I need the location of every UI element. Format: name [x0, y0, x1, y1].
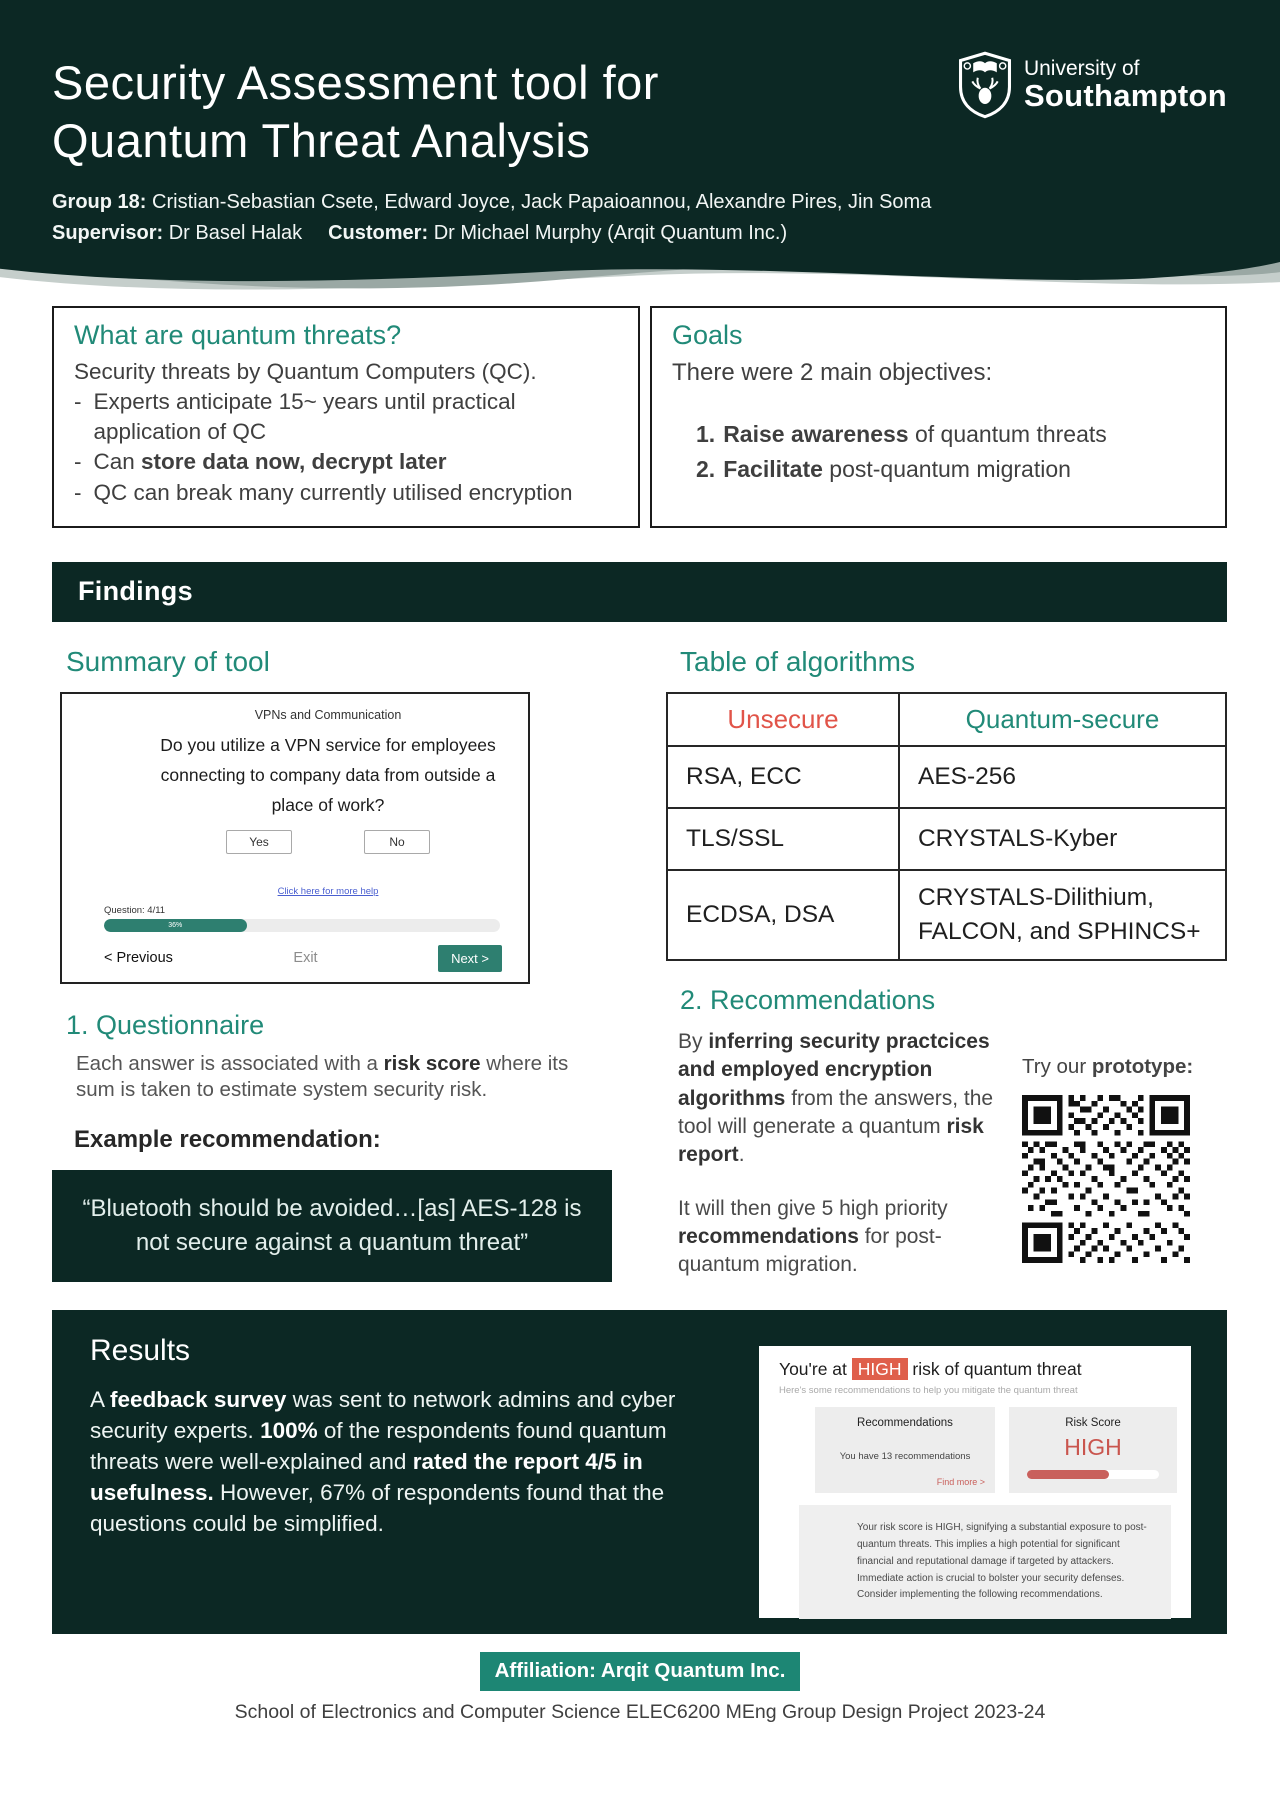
progress-fill [104, 919, 247, 932]
findings-grid [52, 642, 1227, 1282]
report-title: You're at HIGH risk of quantum threat [779, 1359, 1082, 1380]
table-of-algorithms-heading: Table of algorithms [680, 645, 916, 677]
goals-list [696, 419, 1205, 485]
recommendations-section [666, 985, 1022, 1279]
questionnaire-section [52, 1010, 612, 1282]
questionnaire-heading: 1. Questionnaire [66, 1009, 265, 1040]
try-prototype-label: Try our prototype: [1022, 1055, 1194, 1079]
threats-bullet-2: - Can store data now, decrypt later [74, 447, 618, 477]
affiliation-badge: Affiliation: Arqit Quantum Inc. [480, 1652, 801, 1691]
bullet-dash: - [74, 479, 82, 505]
southampton-logo [956, 50, 1227, 120]
bullet-dash: - [74, 449, 82, 475]
risk-score-bar [1027, 1470, 1158, 1479]
report-cards [815, 1407, 1177, 1493]
threats-body [74, 357, 618, 508]
findings-banner: Findings [52, 562, 1227, 622]
customer-label: Customer: [328, 221, 429, 244]
previous-button[interactable]: < Previous [104, 950, 173, 967]
prototype-column [1022, 985, 1227, 1279]
recommendations-paragraph-2: It will then give 5 high priority recommendations for post-quantum migration. [678, 1196, 948, 1277]
table-row: TLS/SSL CRYSTALS-Kyber [667, 808, 1226, 870]
findings-left-column [52, 642, 612, 1282]
prototype-qr-code [1022, 1095, 1190, 1263]
risk-report-screenshot [759, 1346, 1191, 1618]
recommendations-card: Recommendations You have 13 recommendations Find more > [815, 1407, 995, 1493]
column-quantum-secure: Quantum-secure [899, 693, 1226, 746]
recommendations-paragraph-1: By inferring security practcices and employed encryption algorithms from the answers, the tool will generate a quantum risk report. [678, 1030, 994, 1166]
find-more-link[interactable]: Find more > [936, 1477, 985, 1488]
high-risk-badge: HIGH [852, 1358, 908, 1380]
recommendation-quote: “Bluetooth should be avoided…[as] AES-128 is not secure against a quantum threat” [52, 1170, 612, 1282]
customer-name: Dr Michael Murphy (Arqit Quantum Inc.) [433, 221, 788, 244]
exit-button[interactable]: Exit [293, 950, 318, 967]
title-line-1: Security Assessment tool for [52, 56, 659, 109]
goal-item-1: 1. Raise awareness of quantum threats [696, 421, 1107, 448]
title-line-2: Quantum Threat Analysis [52, 114, 591, 168]
no-button[interactable]: No [364, 830, 430, 854]
table-header-row [667, 693, 1226, 746]
supervisor-line [52, 218, 1228, 249]
algorithms-table [666, 692, 1227, 962]
risk-score-value: HIGH [1064, 1434, 1122, 1461]
goals-box [650, 306, 1227, 528]
question-counter: Question: 4/11 [104, 904, 166, 916]
summary-of-tool-heading: Summary of tool [66, 645, 270, 677]
group-label: Group 18: [52, 190, 147, 213]
quantum-threats-box [52, 306, 640, 528]
progress-bar [104, 919, 500, 932]
goal-item-2: 2. Facilitate post-quantum migration [696, 456, 1071, 483]
more-help-link[interactable]: Click here for more help [277, 885, 379, 897]
threats-bullet-3: - QC can break many currently utilised encryption [74, 478, 618, 508]
progress-percent: 36% [168, 921, 183, 929]
column-unsecure: Unsecure [667, 693, 899, 746]
logo-university-of: University of [1023, 56, 1140, 80]
supervisor-name: Dr Basel Halak [168, 221, 303, 244]
findings-right-column [666, 642, 1227, 1282]
threats-intro: Security threats by Quantum Computers (QC). [74, 359, 537, 384]
question-text: Do you utilize a VPN service for employees connecting to company data from outside a place of work? [160, 734, 496, 815]
questionnaire-nav [62, 945, 528, 972]
next-button[interactable]: Next > [438, 945, 502, 972]
questionnaire-paragraph: Each answer is associated with a risk score where its sum is taken to estimate system security risk. [76, 1051, 569, 1102]
question-category: VPNs and Communication [254, 707, 402, 722]
recommendations-heading: 2. Recommendations [680, 985, 936, 1016]
bullet-dash: - [74, 389, 82, 415]
results-section [52, 1310, 1227, 1634]
risk-score-card: Risk Score HIGH [1009, 1407, 1177, 1493]
answer-buttons [140, 830, 516, 854]
recommendations-row [666, 985, 1227, 1279]
university-shield-icon [956, 50, 1014, 120]
wave-divider [0, 252, 1280, 298]
school-footer-line: School of Electronics and Computer Science ELEC6200 MEng Group Design Project 2023-24 [234, 1701, 1046, 1724]
risk-explanation: Your risk score is HIGH, signifying a substantial exposure to post-quantum threats. This implies a high potential for significant financial and reputational damage if targeted by attackers. Immediate action is crucial to bolster your security defenses. Consider implementing the following recommendations. [799, 1505, 1171, 1619]
logo-southampton: Southampton [1023, 77, 1227, 113]
questionnaire-inner [140, 708, 516, 897]
yes-button[interactable]: Yes [226, 830, 292, 854]
logo-text [1024, 58, 1227, 113]
supervisor-label: Supervisor: [52, 221, 164, 244]
report-subtitle: Here's some recommendations to help you mitigate the quantum threat [779, 1385, 1078, 1397]
table-row: RSA, ECC AES-256 [667, 746, 1226, 808]
group-members: Cristian-Sebastian Csete, Edward Joyce, Jack Papaioannou, Alexandre Pires, Jin Soma [152, 190, 932, 213]
byline [52, 187, 1228, 249]
header [0, 0, 1280, 252]
results-paragraph: A feedback survey was sent to network admins and cyber security experts. 100% of the respondents found quantum threats were well-explained and rated the report 4/5 in usefulness. However, 67% of respondents found that the questions could be simplified. [90, 1387, 676, 1537]
threats-bullet-1: - Experts anticipate 15~ years until practical application of QC [74, 387, 618, 447]
intro-boxes [52, 306, 1227, 528]
example-recommendation-label: Example recommendation: [74, 1125, 381, 1153]
goals-heading: Goals [672, 320, 743, 350]
goals-intro: There were 2 main objectives: [672, 359, 993, 386]
questionnaire-screenshot [60, 692, 530, 984]
risk-score-fill [1027, 1470, 1108, 1479]
progress-group [62, 905, 528, 932]
group-line [52, 187, 1228, 218]
results-heading: Results [90, 1334, 191, 1368]
threats-heading: What are quantum threats? [74, 320, 402, 350]
table-row: ECDSA, DSA CRYSTALS-Dilithium, FALCON, and SPHINCS+ [667, 870, 1226, 961]
